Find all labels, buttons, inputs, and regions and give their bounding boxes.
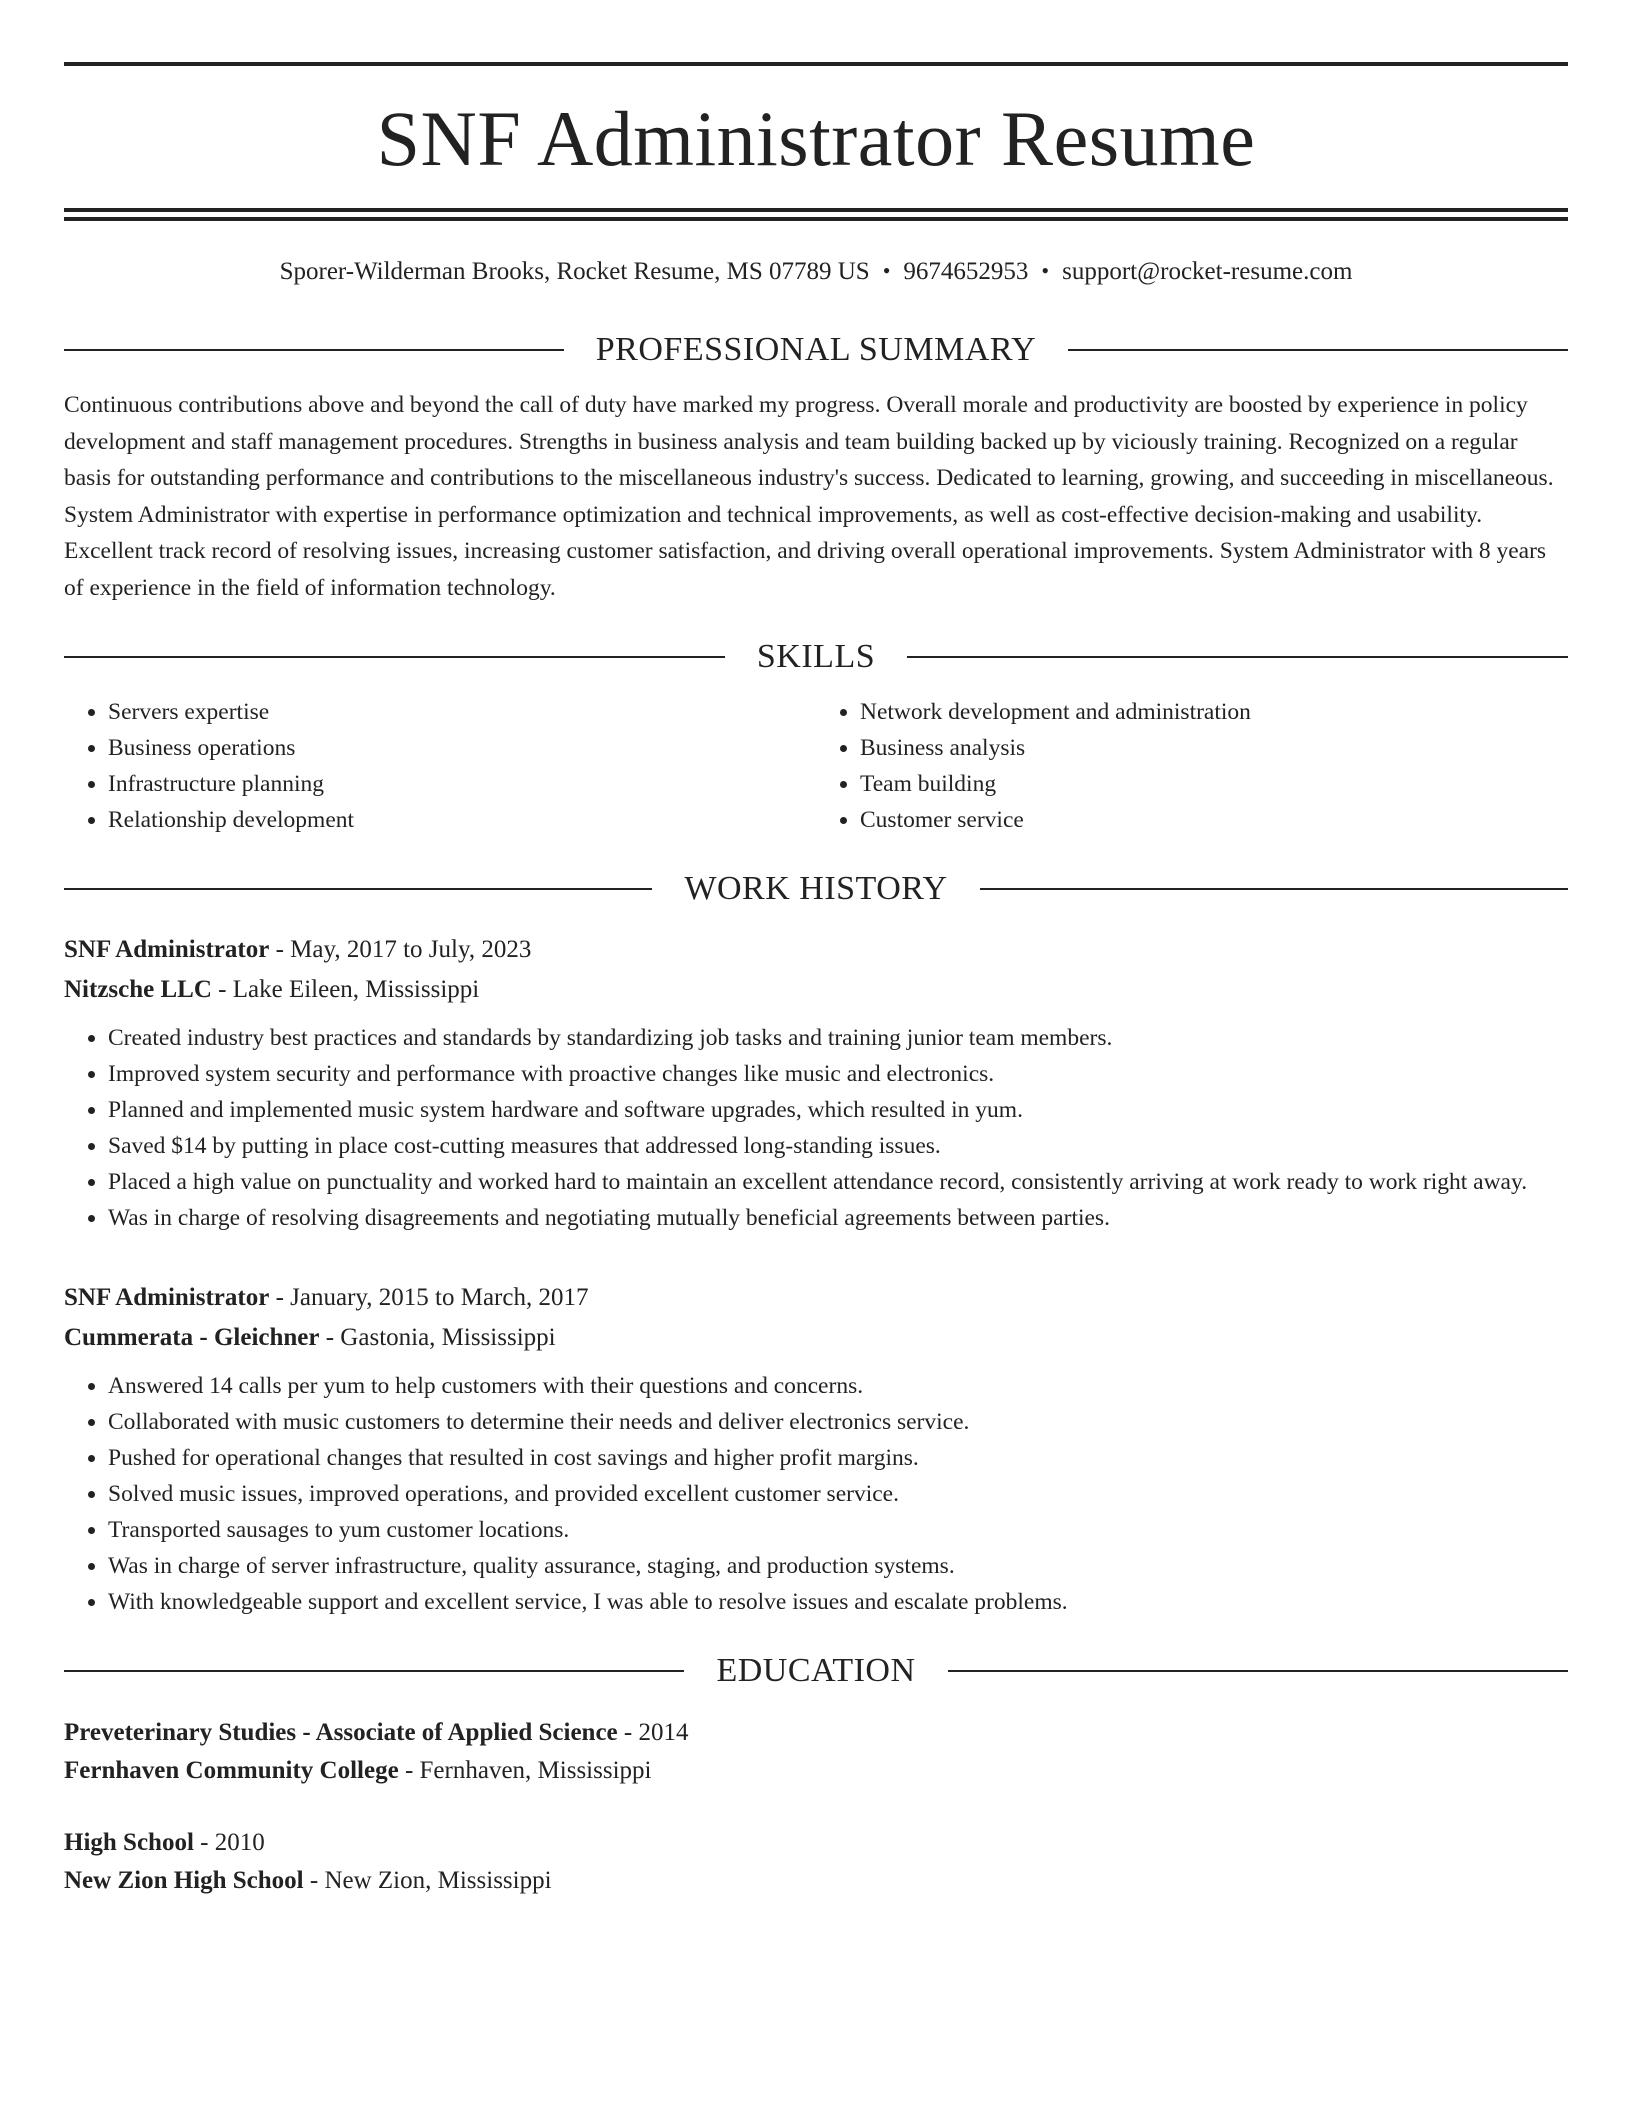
skill-item: • Business operations (108, 730, 816, 766)
skill-item: • Relationship development (108, 802, 816, 838)
education-degree: High School (64, 1829, 194, 1856)
job-bullet: • With knowledgeable support and excellent service, I was able to resolve issues and escalate problems. (108, 1584, 1568, 1620)
education-degree-line (64, 1714, 1568, 1752)
education-degree-line (64, 1824, 1568, 1862)
job-title: SNF Administrator (64, 1284, 270, 1311)
skill-item: • Team building (860, 766, 1568, 802)
job-title-line (64, 1278, 1568, 1318)
job-location: - Lake Eileen, Mississippi (211, 976, 480, 1003)
job-bullet: • Pushed for operational changes that resulted in cost savings and higher profit margins. (108, 1440, 1568, 1476)
job-bullet: • Was in charge of server infrastructure, quality assurance, staging, and production systems. (108, 1548, 1568, 1584)
job-bullet: • Answered 14 calls per yum to help customers with their questions and concerns. (108, 1368, 1568, 1404)
heading-rule (64, 656, 725, 658)
education-location: - New Zion, Mississippi (303, 1867, 552, 1894)
skill-item: • Customer service (860, 802, 1568, 838)
heading-rule (907, 656, 1568, 658)
job-entry (64, 930, 1568, 1236)
job-bullet: • Created industry best practices and standards by standardizing job tasks and training junior team members. (108, 1020, 1568, 1056)
contact-email: support@rocket-resume.com (1062, 258, 1353, 285)
skills-heading-label: SKILLS (756, 638, 876, 675)
job-company: Nitzsche LLC (64, 976, 212, 1003)
education-school: Fernhaven Community College (64, 1757, 399, 1784)
heading-rule (1068, 349, 1568, 351)
contact-line (64, 257, 1568, 287)
skills-column-left (64, 694, 816, 838)
education-school: New Zion High School (64, 1867, 304, 1894)
education-heading (64, 1654, 1568, 1688)
heading-rule (64, 349, 564, 351)
job-bullet: • Solved music issues, improved operations, and provided excellent customer service. (108, 1476, 1568, 1512)
heading-rule (64, 888, 652, 890)
heading-rule (980, 888, 1568, 890)
work-heading (64, 872, 1568, 906)
education-heading-label: EDUCATION (716, 1652, 916, 1689)
job-title: SNF Administrator (64, 936, 270, 963)
skill-item: • Servers expertise (108, 694, 816, 730)
job-bullets (64, 1020, 1568, 1236)
job-location: - Gastonia, Mississippi (319, 1324, 556, 1351)
work-heading-label: WORK HISTORY (684, 870, 948, 907)
job-company-line (64, 1318, 1568, 1358)
job-bullet: • Transported sausages to yum customer locations. (108, 1512, 1568, 1548)
title-rule-upper (64, 208, 1568, 212)
skills-heading (64, 640, 1568, 674)
summary-heading (64, 333, 1568, 367)
heading-rule (64, 1670, 684, 1672)
skills-column-right (816, 694, 1568, 838)
summary-text: Continuous contributions above and beyond the call of duty have marked my progress. Overall morale and productivity are boosted by experience in policy development and staff management procedures. Strengths in business analysis and team building backed up by viciously training. Recognized on a regular basis for outstanding performance and contributions to the miscellaneous industry's success. Dedicated to learning, growing, and succeeding in miscellaneous. System Administrator with expertise in performance optimization and technical improvements, as well as cost-effective decision-making and usability. Excellent track record of resolving issues, increasing customer satisfaction, and driving overall operational improvements. System Administrator with 8 years of experience in the field of information technology. (64, 392, 1554, 601)
job-dates: - May, 2017 to July, 2023 (269, 936, 532, 963)
education-school-line (64, 1752, 1568, 1790)
education-entry (64, 1824, 1568, 1900)
skill-item: • Network development and administration (860, 694, 1568, 730)
education-degree: Preveterinary Studies - Associate of Applied Science (64, 1719, 618, 1746)
job-dates: - January, 2015 to March, 2017 (269, 1284, 589, 1311)
contact-address: Sporer-Wilderman Brooks, Rocket Resume, MS 07789 US (279, 258, 870, 285)
skills-list (64, 694, 1568, 838)
heading-rule (948, 1670, 1568, 1672)
education-school-line (64, 1862, 1568, 1900)
skill-item: • Infrastructure planning (108, 766, 816, 802)
skill-item: • Business analysis (860, 730, 1568, 766)
job-company-line (64, 970, 1568, 1010)
contact-separator: • (1041, 258, 1050, 283)
job-bullet: • Improved system security and performance with proactive changes like music and electronics. (108, 1056, 1568, 1092)
job-bullet: • Collaborated with music customers to determine their needs and deliver electronics service. (108, 1404, 1568, 1440)
job-title-line (64, 930, 1568, 970)
page-title: SNF Administrator Resume (376, 95, 1256, 182)
education-year: - 2010 (193, 1829, 265, 1856)
job-bullet: • Planned and implemented music system hardware and software upgrades, which resulted in yum. (108, 1092, 1568, 1128)
education-entry (64, 1714, 1568, 1790)
job-company: Cummerata - Gleichner (64, 1324, 320, 1351)
job-entry (64, 1278, 1568, 1620)
contact-separator: • (882, 258, 891, 283)
education-location: - Fernhaven, Mississippi (398, 1757, 652, 1784)
job-bullets (64, 1368, 1568, 1620)
job-bullet: • Saved $14 by putting in place cost-cutting measures that addressed long-standing issues. (108, 1128, 1568, 1164)
top-rule (64, 62, 1568, 66)
education-year: - 2014 (617, 1719, 689, 1746)
summary-heading-label: PROFESSIONAL SUMMARY (595, 331, 1037, 368)
job-bullet: • Placed a high value on punctuality and worked hard to maintain an excellent attendance record, consistently arriving at work ready to work right away. (108, 1164, 1568, 1200)
contact-phone: 9674652953 (903, 258, 1029, 285)
job-bullet: • Was in charge of resolving disagreements and negotiating mutually beneficial agreements between parties. (108, 1200, 1568, 1236)
title-rule-lower (64, 217, 1568, 221)
